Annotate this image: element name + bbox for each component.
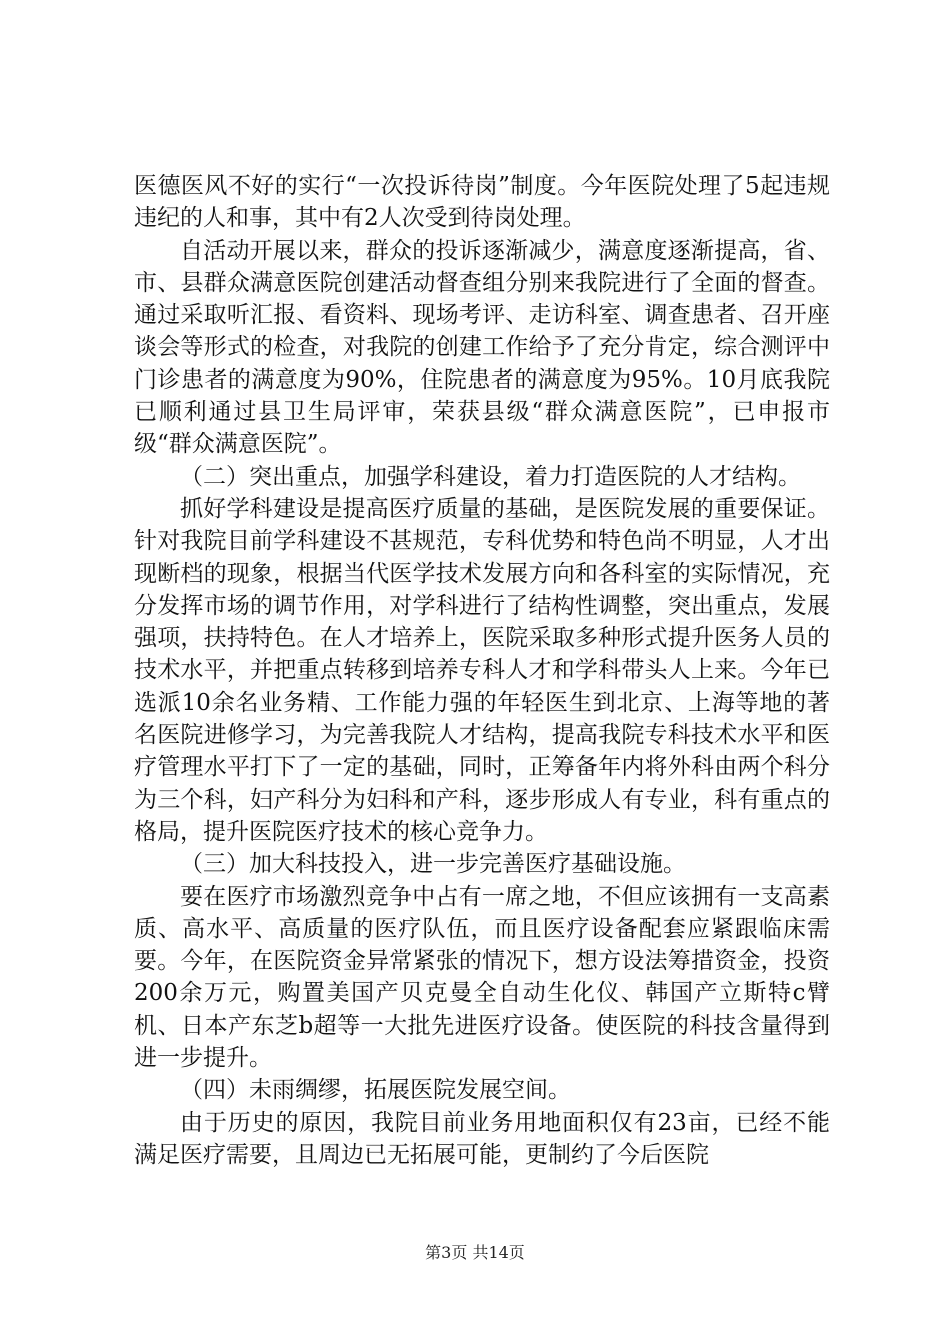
section-heading-3: （三）加大科技投入，进一步完善医疗基础设施。 bbox=[180, 851, 686, 878]
section-heading-2: （二）突出重点，加强学科建设，着力打造医院的人才结构。 bbox=[180, 463, 801, 490]
document-body bbox=[134, 170, 830, 1171]
paragraph-expansion-space: 由于历史的原因，我院目前业务用地面积仅有23亩，已经不能满足医疗需要，且周边已无拓展可能，更制约了今后医院 bbox=[134, 1109, 830, 1168]
paragraph-satisfaction-results: 自活动开展以来，群众的投诉逐渐减少，满意度逐渐提高，省、市、县群众满意医院创建活动督查组分别来我院进行了全面的督查。通过采取听汇报、看资料、现场考评、走访科室、调查患者、召开座谈会等形式的检查，对我院的创建工作给予了充分肯定，综合测评中门诊患者的满意度为90%，住院患者的满意度为95%。10月底我院已顺利通过县卫生局评审，荣获县级“群众满意医院”，已申报市级“群众满意医院”。 bbox=[134, 237, 830, 458]
section-heading-4: （四）未雨绸缪，拓展医院发展空间。 bbox=[180, 1077, 571, 1104]
paragraph-discipline-building: 抓好学科建设是提高医疗质量的基础，是医院发展的重要保证。针对我院目前学科建设不甚规范，专科优势和特色尚不明显，人才出现断档的现象，根据当代医学技术发展方向和各科室的实际情况，充分发挥市场的调节作用，对学科进行了结构性调整，突出重点，发展强项，扶持特色。在人才培养上，医院采取多种形式提升医务人员的技术水平，并把重点转移到培养专科人才和学科带头人上来。今年已选派10余名业务精、工作能力强的年轻医生到北京、上海等地的著名医院进修学习，为完善我院人才结构，提高我院专科技术水平和医疗管理水平打下了一定的基础，同时，正筹备年内将外科由两个科分为三个科，妇产科分为妇科和产科，逐步形成人有专业，科有重点的格局，提升医院医疗技术的核心竞争力。 bbox=[134, 495, 830, 845]
page-number-footer: 第3页 共14页 bbox=[425, 1243, 525, 1262]
paragraph-equipment-investment: 要在医疗市场激烈竞争中占有一席之地，不但应该拥有一支高素质、高水平、高质量的医疗队伍，而且医疗设备配套应紧跟临床需要。今年，在医院资金异常紧张的情况下，想方设法筹措资金，投资200余万元，购置美国产贝克曼全自动生化仪、韩国产立斯特c臂机、日本产东芝b超等一大批先进医疗设备。使医院的科技含量得到进一步提升。 bbox=[134, 883, 830, 1072]
paragraph-continued: 医德医风不好的实行“一次投诉待岗”制度。今年医院处理了5起违规违纪的人和事，其中有2人次受到待岗处理。 bbox=[134, 173, 830, 232]
